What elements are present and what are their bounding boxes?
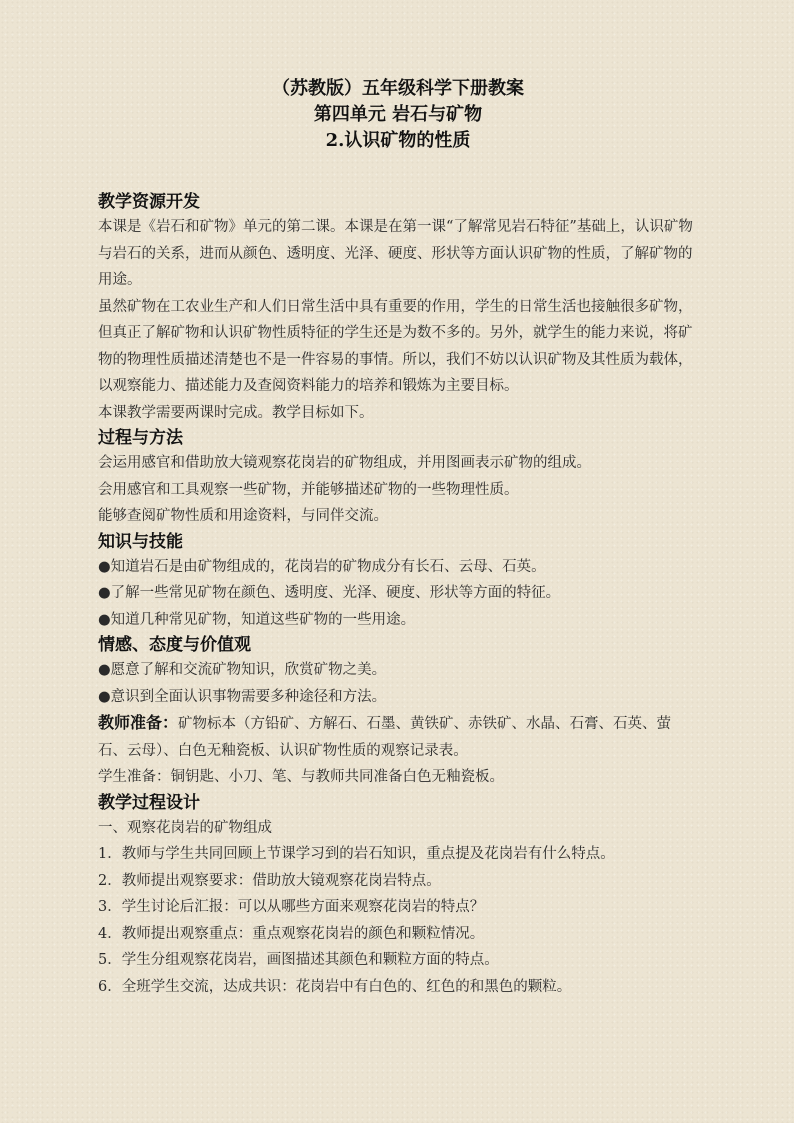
emotion-item: ●愿意了解和交流矿物知识，欣赏矿物之美。 [98, 662, 387, 678]
section-heading-knowledge: 知识与技能 [98, 531, 183, 552]
teacher-preparation-text: 矿物标本（方铅矿、方解石、石墨、黄铁矿、赤铁矿、水晶、石膏、石英、萤石、云母）、白色无釉瓷板、认识矿物性质的观察记录表。 [98, 716, 672, 759]
knowledge-item: ●知道岩石是由矿物组成的，花岗岩的矿物成分有长石、云母、石英。 [98, 558, 546, 575]
resource-paragraph-2: 虽然矿物在工农业生产和人们日常生活中具有重要的作用，学生的日常生活也接触很多矿物，但真正了解矿物和认识矿物性质特征的学生还是为数不多的。另外，就学生的能力来说，将矿物的物理性质描述清楚也不是一件容易的事情。所以，我们不妨以认识矿物及其性质为载体，以观察能力、描述能力及查阅资料能力的培养和锻炼为主要目标。 [98, 298, 693, 394]
design-step: 3．学生讨论后汇报：可以从哪些方面来观察花岗岩的特点？ [98, 899, 485, 915]
section-process [98, 426, 698, 530]
section-heading-design: 教学过程设计 [98, 792, 200, 813]
process-item: 会用感官和工具观察一些矿物，并能够描述矿物的一些物理性质。 [98, 481, 519, 498]
process-item: 能够查阅矿物性质和用途资料，与同伴交流。 [98, 508, 388, 524]
resource-paragraph-1: 本课是《岩石和矿物》单元的第二课。本课是在第一课“了解常见岩石特征”基础上，认识矿物与岩石的关系，进而从颜色、透明度、光泽、硬度、形状等方面认识矿物的性质，了解矿物的用途。 [98, 219, 693, 288]
student-preparation: 学生准备：铜钥匙、小刀、笔、与教师共同准备白色无釉瓷板。 [98, 769, 504, 785]
teacher-preparation-label: 教师准备： [98, 713, 179, 732]
section-heading-process: 过程与方法 [98, 428, 183, 448]
design-step: 5．学生分组观察花岗岩，画图描述其颜色和颗粒方面的特点。 [98, 952, 499, 968]
section-emotion [98, 633, 698, 710]
design-subheading: 一、观察花岗岩的矿物组成 [98, 819, 272, 836]
teacher-preparation [98, 710, 698, 764]
title-block [98, 76, 698, 154]
design-step: 6．全班学生交流，达成共识：花岗岩中有白色的、红色的和黑色的颗粒。 [98, 978, 572, 995]
document-page [98, 76, 698, 1000]
design-step: 4．教师提出观察重点：重点观察花岗岩的颜色和颗粒情况。 [98, 925, 485, 942]
document-title: （苏教版）五年级科学下册教案 [272, 78, 524, 99]
section-heading-resource: 教学资源开发 [98, 192, 200, 212]
resource-paragraph-3: 本课教学需要两课时完成。教学目标如下。 [98, 404, 374, 421]
unit-title: 第四单元 岩石与矿物 [313, 104, 483, 125]
section-knowledge [98, 530, 698, 634]
section-design [98, 791, 698, 1001]
emotion-item: ●意识到全面认识事物需要多种途径和方法。 [98, 688, 387, 705]
knowledge-item: ●知道几种常见矿物，知道这些矿物的一些用途。 [98, 611, 416, 628]
design-step: 2．教师提出观察要求：借助放大镜观察花岗岩特点。 [98, 872, 441, 889]
lesson-title: 2.认识矿物的性质 [325, 130, 471, 151]
process-item: 会运用感官和借助放大镜观察花岗岩的矿物组成，并用图画表示矿物的组成。 [98, 455, 591, 471]
section-resource [98, 190, 698, 426]
design-step: 1．教师与学生共同回顾上节课学习到的岩石知识，重点提及花岗岩有什么特点。 [98, 846, 615, 862]
section-heading-emotion: 情感、态度与价值观 [98, 635, 251, 655]
knowledge-item: ●了解一些常见矿物在颜色、透明度、光泽、硬度、形状等方面的特征。 [98, 585, 561, 601]
